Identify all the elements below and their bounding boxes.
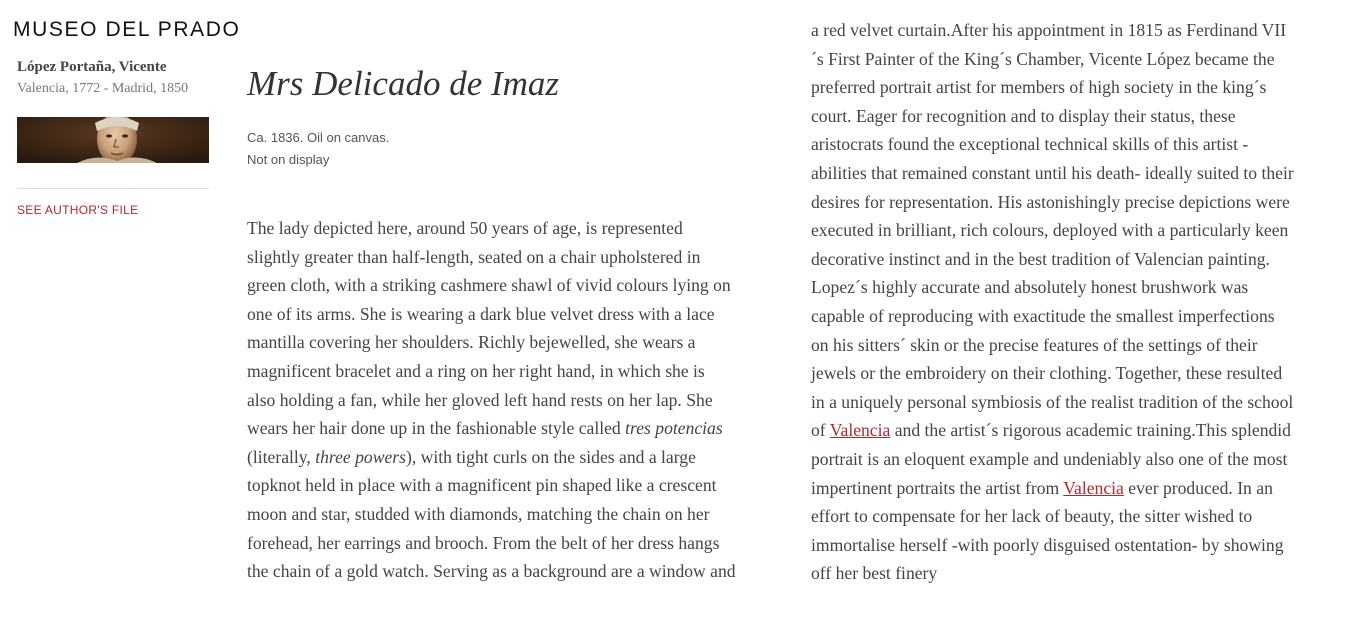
description-line bbox=[247, 418, 723, 438]
description-line: capable of reproducing with exactitude the smallest imperfections bbox=[811, 306, 1275, 326]
description-text: of bbox=[811, 420, 830, 441]
description-line: off her best finery bbox=[811, 563, 938, 584]
museum-logo[interactable]: MUSEO DEL PRADO bbox=[13, 18, 241, 41]
description-text: (literally, bbox=[247, 446, 316, 467]
description-line: jewels or the embroidery on their clothing. Together, these resulted bbox=[811, 363, 1283, 384]
description-line: also holding a fan, while her gloved left hand rests on her lap. She bbox=[247, 389, 713, 410]
description-line bbox=[247, 447, 696, 467]
artwork-display-status: Not on display bbox=[247, 152, 330, 167]
description-line: mantilla covering her shoulders. Richly bejewelled, she wears a bbox=[247, 332, 696, 353]
description-line: moon and star, studded with diamonds, matching the chain on her bbox=[247, 504, 710, 524]
valencia-link[interactable]: Valencia bbox=[829, 420, 891, 441]
description-text: ), with tight curls on the sides and a large bbox=[405, 446, 696, 467]
description-line: court. Eager for recognition and to display their status, these bbox=[811, 105, 1236, 126]
description-line: one of its arms. She is wearing a dark blue velvet dress with a lace bbox=[247, 303, 715, 324]
author-portrait-image[interactable] bbox=[17, 117, 209, 163]
description-line: abilities that remained constant until his death- ideally suited to their bbox=[811, 163, 1294, 183]
description-text: ever produced. In an bbox=[1123, 477, 1273, 498]
description-line: executed in brilliant, rich colours, deployed with a particularly keen bbox=[811, 220, 1289, 241]
description-line: magnificent bracelet and a ring on her right hand, in which she is bbox=[247, 361, 705, 381]
description-line: a red velvet curtain.After his appointment in 1815 as Ferdinand VII bbox=[811, 20, 1287, 40]
artwork-title: Mrs Delicado de Imaz bbox=[247, 64, 560, 103]
description-line: aristocrats found the exceptional technical skills of this artist - bbox=[811, 134, 1249, 155]
description-line: in a uniquely personal symbiosis of the realist tradition of the school bbox=[811, 391, 1294, 412]
sidebar-divider bbox=[17, 188, 209, 189]
description-line: effort to compensate for her lack of beauty, the sitter wished to bbox=[811, 506, 1253, 527]
description-text: wears her hair done up in the fashionable style called bbox=[247, 418, 626, 439]
description-line bbox=[811, 478, 1273, 498]
description-emphasis: three powers bbox=[315, 446, 406, 467]
description-text: and the artist´s rigorous academic training.This splendid bbox=[890, 420, 1291, 441]
description-emphasis: tres potencias bbox=[625, 418, 723, 439]
description-line: topknot held in place with a magnificent pin shaped like a crescent bbox=[247, 475, 717, 496]
description-line: ´s First Painter of the King´s Chamber, Vicente López became the bbox=[811, 48, 1275, 69]
valencia-link[interactable]: Valencia bbox=[1063, 477, 1124, 498]
description-line: Lopez´s highly accurate and absolutely honest brushwork was bbox=[811, 277, 1249, 298]
description-line: the chain of a gold watch. Serving as a background are a window and bbox=[247, 561, 736, 582]
description-line: portrait is an eloquent example and undeniably also one of the most bbox=[811, 449, 1288, 469]
description-line: slightly greater than half-length, seated on a chair upholstered in bbox=[247, 246, 701, 267]
see-author-file-link[interactable]: SEE AUTHOR'S FILE bbox=[17, 203, 139, 217]
description-line: on his sitters´ skin or the precise features of the settings of their bbox=[811, 334, 1258, 355]
description-text: impertinent portraits the artist from bbox=[811, 477, 1064, 498]
description-line: preferred portrait artist for members of high society in the king´s bbox=[811, 77, 1267, 98]
description-line bbox=[811, 420, 1291, 440]
artwork-date-medium: Ca. 1836. Oil on canvas. bbox=[247, 130, 390, 145]
description-line: The lady depicted here, around 50 years of age, is represented bbox=[247, 218, 683, 238]
author-dates: Valencia, 1772 - Madrid, 1850 bbox=[17, 81, 189, 96]
description-line: green cloth, with a striking cashmere shawl of vivid colours lying on bbox=[247, 275, 731, 296]
author-name: López Portaña, Vicente bbox=[17, 59, 167, 75]
description-line: desires for representation. His astonishingly precise depictions were bbox=[811, 191, 1290, 212]
description-line: immortalise herself -with poorly disguised ostentation- by showing bbox=[811, 534, 1284, 555]
description-line: forehead, her earrings and brooch. From the belt of her dress hangs bbox=[247, 532, 720, 553]
description-line: decorative instinct and in the best tradition of Valencian painting. bbox=[811, 248, 1270, 269]
